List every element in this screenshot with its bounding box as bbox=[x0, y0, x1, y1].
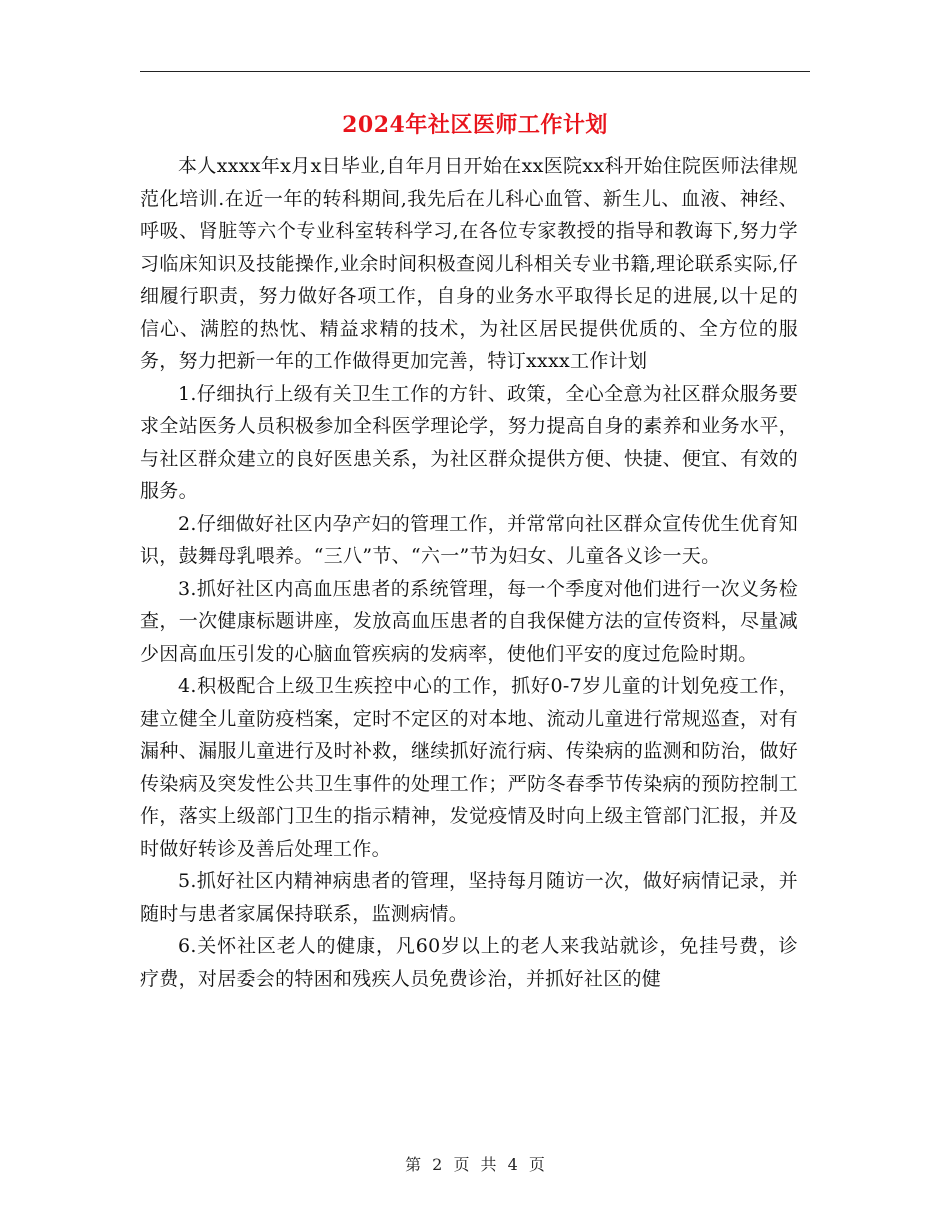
paragraph-item-2: 2.仔细做好社区内孕产妇的管理工作，并常常向社区群众宣传优生优育知识，鼓舞母乳喂养。“三八”节、“六一”节为妇女、儿童各义诊一天。 bbox=[140, 512, 798, 567]
paragraph-intro: 本人xxxx年x月x日毕业,自年月日开始在xx医院xx科开始住院医师法律规范化培训.在近一年的转科期间,我先后在儿科心血管、新生儿、血液、神经、呼吸、肾脏等六个专业科室转科学习,在各位专家教授的指导和教诲下,努力学习临床知识及技能操作,业余时间积极查阅儿科相关专业书籍,理论联系实际,仔细履行职责，努力做好各项工作，自身的业务水平取得长足的进展,以十足的信心、满腔的热忱、精益求精的技术，为社区居民提供优质的、全方位的服务，努力把新一年的工作做得更加完善，特订xxxx工作计划 bbox=[140, 155, 798, 372]
paragraph-item-3: 3.抓好社区内高血压患者的系统管理，每一个季度对他们进行一次义务检查，一次健康标题讲座，发放高血压患者的自我保健方法的宣传资料，尽量减少因高血压引发的心脑血管疾病的发病率，使他们平安的度过危险时期。 bbox=[140, 577, 798, 665]
paragraph-item-6: 6.关怀社区老人的健康，凡60岁以上的老人来我站就诊，免挂号费，诊疗费，对居委会的特困和残疾人员免费诊治，并抓好社区的健 bbox=[140, 935, 798, 990]
header-rule bbox=[140, 71, 810, 72]
document-title: 2024年社区医师工作计划 bbox=[342, 112, 608, 138]
paragraph-item-1: 1.仔细执行上级有关卫生工作的方针、政策，全心全意为社区群众服务要求全站医务人员积极参加全科医学理论学，努力提高自身的素养和业务水平，与社区群众建立的良好医患关系，为社区群众提供方便、快捷、便宜、有效的服务。 bbox=[140, 382, 798, 502]
page-number-footer: 第 2 页 共 4 页 bbox=[405, 1155, 545, 1174]
paragraph-item-4: 4.积极配合上级卫生疾控中心的工作，抓好0-7岁儿童的计划免疫工作，建立健全儿童防疫档案，定时不定区的对本地、流动儿童进行常规巡查，对有漏种、漏服儿童进行及时补救，继续抓好流行病、传染病的监测和防治，做好传染病及突发性公共卫生事件的处理工作；严防冬春季节传染病的预防控制工作，落实上级部门卫生的指示精神，发觉疫情及时向上级主管部门汇报，并及时做好转诊及善后处理工作。 bbox=[140, 675, 798, 860]
paragraph-item-5: 5.抓好社区内精神病患者的管理，坚持每月随访一次，做好病情记录，并随时与患者家属保持联系，监测病情。 bbox=[140, 870, 798, 925]
document-body bbox=[140, 150, 798, 995]
